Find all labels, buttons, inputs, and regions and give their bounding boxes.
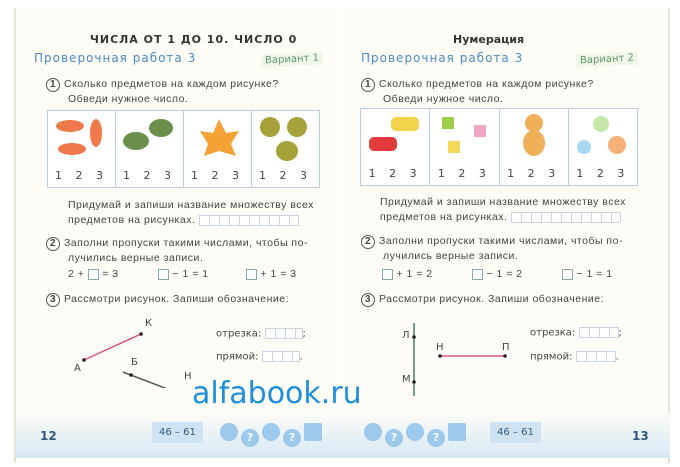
count-options[interactable]: 1 2 3	[259, 169, 312, 182]
picture-birch-leaves	[252, 111, 319, 187]
task-3	[46, 292, 289, 307]
watermark: alfabook.ru	[192, 376, 362, 411]
task-text: Обведи нужное число.	[68, 93, 189, 105]
chapter-title: Нумерация	[453, 33, 525, 46]
task-2	[361, 234, 623, 264]
equation	[68, 267, 119, 282]
task-2	[46, 236, 308, 266]
task-text: Обведи нужное число.	[383, 93, 504, 105]
variant-badge: Вариант 2	[576, 51, 638, 67]
blank-box[interactable]	[246, 269, 257, 280]
answer-boxes[interactable]	[199, 215, 299, 226]
task-number: 3	[46, 293, 60, 307]
textbook-reference: 46 – 61	[152, 422, 203, 443]
textbook-reference: 46 – 61	[490, 422, 541, 443]
answer-boxes[interactable]	[262, 351, 300, 362]
segment-answer: отрезка: ;	[530, 327, 622, 339]
count-options[interactable]: 1 2 3	[437, 167, 491, 180]
label: отрезка:	[216, 328, 262, 340]
eq-text: + 1 = 2	[393, 268, 433, 280]
birch-leaves-image	[252, 111, 319, 166]
picture-cars	[361, 109, 430, 185]
activity-icons	[364, 423, 469, 447]
task-text: Сколько предметов на каждом рисунке?	[64, 78, 279, 90]
point-label: А	[74, 363, 81, 374]
balls-image	[569, 109, 637, 164]
picture-maple-leaf	[184, 111, 252, 187]
clock-icon	[448, 423, 466, 441]
chapter-title: ЧИСЛА ОТ 1 ДО 10. ЧИСЛО 0	[90, 33, 298, 46]
count-options[interactable]: 1 2 3	[123, 169, 176, 182]
blank-box[interactable]	[88, 269, 99, 280]
task-number: 1	[46, 78, 60, 92]
equation	[472, 267, 523, 282]
task-text: предметов на рисунках.	[68, 214, 196, 226]
balloon-icon	[220, 423, 238, 441]
task-text: предметов на рисунках.	[380, 211, 508, 223]
label: отрезка:	[530, 327, 576, 339]
answer-boxes[interactable]	[576, 351, 616, 362]
lock-icon	[406, 423, 424, 441]
page-footer	[16, 413, 340, 458]
eq-text: 2 +	[68, 268, 88, 280]
segment-line-diagram	[400, 318, 520, 398]
count-options[interactable]: 1 2 3	[576, 167, 630, 180]
red-leaves-image	[48, 111, 115, 166]
picture-table	[47, 110, 320, 188]
task-number: 1	[361, 78, 375, 92]
question-icon: ?	[427, 429, 445, 447]
point-label: Н	[436, 342, 444, 353]
eq-text: − 1 = 1	[169, 268, 209, 280]
question-icon: ?	[241, 429, 259, 447]
point-label: М	[402, 374, 411, 385]
page-footer	[340, 413, 670, 458]
task-3	[361, 292, 604, 307]
blank-box[interactable]	[472, 269, 483, 280]
question-icon: ?	[385, 429, 403, 447]
task-text: Заполни пропуски такими числами, чтобы по-	[379, 235, 623, 247]
equation	[562, 267, 613, 282]
point-label: Б	[131, 357, 138, 368]
label: прямой:	[216, 351, 259, 363]
equation	[158, 267, 209, 282]
question-icon: ?	[283, 429, 301, 447]
line-answer: прямой: .	[530, 351, 619, 363]
task-text: Сколько предметов на каждом рисунке?	[379, 78, 594, 90]
clock-icon	[304, 423, 322, 441]
eq-text: + 1 = 3	[257, 268, 297, 280]
invent-task	[68, 198, 314, 228]
task-text: лучились верные записи.	[68, 252, 204, 264]
lock-icon	[262, 423, 280, 441]
task-text: лучились верные записи.	[383, 250, 519, 262]
label: прямой:	[530, 351, 573, 363]
right-page	[340, 8, 670, 463]
blank-box[interactable]	[562, 269, 573, 280]
eq-text: − 1 = 1	[573, 268, 613, 280]
equation	[246, 267, 297, 282]
answer-boxes[interactable]	[511, 212, 621, 223]
maple-leaf-image	[184, 111, 251, 166]
equation	[382, 267, 433, 282]
invent-task	[380, 195, 626, 225]
blank-box[interactable]	[382, 269, 393, 280]
answer-boxes[interactable]	[265, 328, 303, 339]
line-answer: прямой: .	[216, 351, 303, 363]
task-text: Заполни пропуски такими числами, чтобы по-	[64, 237, 308, 249]
activity-icons	[220, 423, 325, 447]
oak-leaves-image	[116, 111, 183, 166]
picture-balls	[569, 109, 637, 185]
test-title: Проверочная работа 3	[34, 51, 197, 65]
answer-boxes[interactable]	[579, 327, 619, 338]
page-number: 12	[40, 429, 57, 443]
count-options[interactable]: 1 2 3	[55, 169, 108, 182]
toy-cars-image	[361, 109, 429, 164]
blank-box[interactable]	[158, 269, 169, 280]
task-1	[46, 77, 279, 107]
picture-table	[360, 108, 638, 186]
count-options[interactable]: 1 2 3	[191, 169, 244, 182]
picture-teddy-bear	[500, 109, 569, 185]
task-text: Придумай и запиши название множеству всех	[68, 199, 314, 211]
task-text: Рассмотри рисунок. Запиши обозначение:	[64, 293, 289, 305]
eq-text: − 1 = 2	[483, 268, 523, 280]
point-label: П	[502, 342, 510, 353]
segment-answer: отрезка: ;	[216, 328, 306, 340]
point-label: Л	[402, 330, 410, 341]
count-options[interactable]: 1 2 3	[507, 167, 561, 180]
point-label: К	[145, 318, 153, 329]
task-number: 3	[361, 293, 375, 307]
variant-badge: Вариант 1	[261, 51, 323, 67]
task-text: Придумай и запиши название множеству всех	[380, 196, 626, 208]
task-number: 2	[361, 235, 375, 249]
task-text: Рассмотри рисунок. Запиши обозначение:	[379, 293, 604, 305]
picture-oak-leaves	[116, 111, 184, 187]
picture-leaves-red	[48, 111, 116, 187]
teddy-bear-image	[500, 109, 568, 164]
count-options[interactable]: 1 2 3	[368, 167, 422, 180]
cubes-image	[430, 109, 498, 164]
test-title: Проверочная работа 3	[361, 51, 524, 65]
balloon-icon	[364, 423, 382, 441]
eq-text: = 3	[102, 268, 119, 280]
task-1	[361, 77, 594, 107]
page-number: 13	[632, 429, 649, 443]
point-label: Н	[184, 371, 192, 382]
picture-cubes	[430, 109, 499, 185]
task-number: 2	[46, 237, 60, 251]
